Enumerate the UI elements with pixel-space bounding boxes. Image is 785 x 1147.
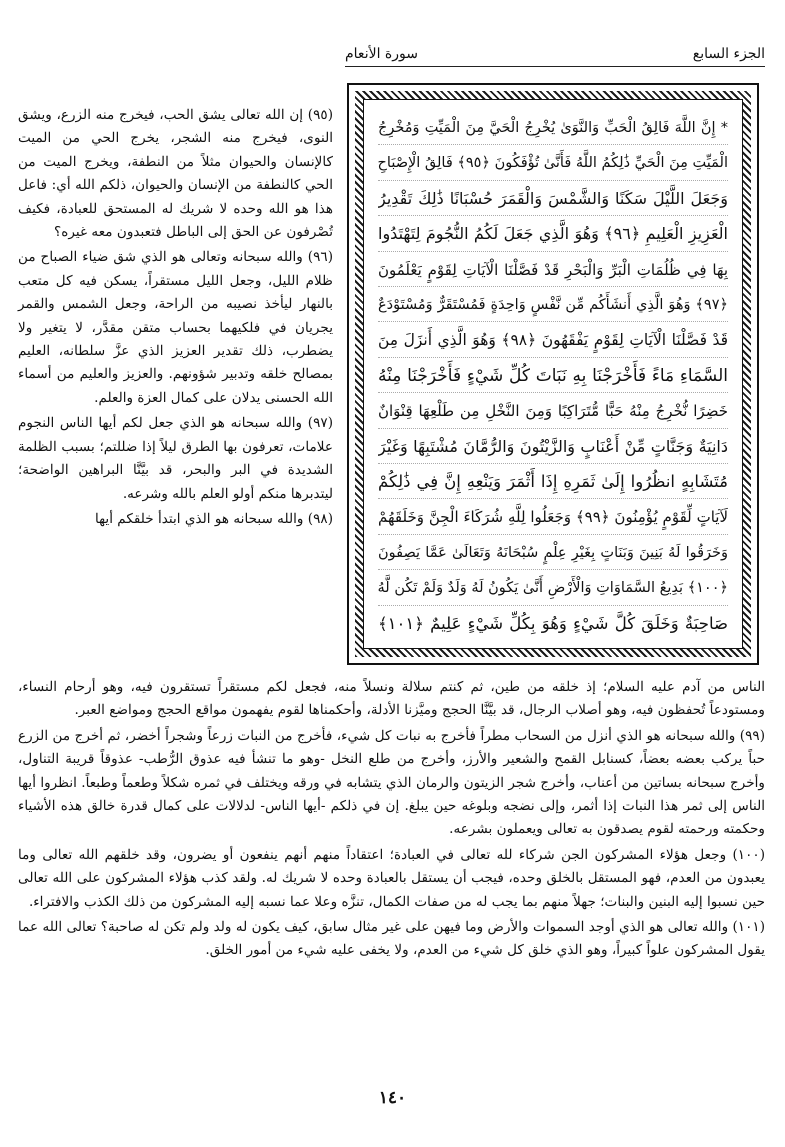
juz-label: الجزء السابع — [692, 46, 765, 62]
quran-frame — [347, 83, 759, 665]
tafsir-paragraph: (٩٨) والله سبحانه هو الذي ابتدأ خلقكم أيها — [95, 510, 333, 527]
page-number: ١٤٠ — [378, 1088, 407, 1108]
header-divider — [345, 66, 765, 67]
quran-line: خَضِرًا نُّخْرِجُ مِنْهُ حَبًّا مُّتَرَاكِبًا وَمِنَ النَّخْلِ مِن طَلْعِهَا قِنْوَانٌ — [378, 393, 728, 428]
quran-line: الْعَزِيزِ الْعَلِيمِ ﴿٩٦﴾ وَهُوَ الَّذِي جَعَلَ لَكُمُ النُّجُومَ لِتَهْتَدُوا — [378, 216, 728, 251]
tafsir-paragraph: الناس من آدم عليه السلام؛ إذ خلقه من طين، ثم كنتم سلالة ونسلاً منه، فجعل لكم مستقراً تستقرون فيه، وهو أرحام النساء، ومستودعاً تُحفظون فيه، وهو أصلاب الرجال، قد بيَّنَّا الحجج وميَّزنا الأدلة، وأحكمناها لقوم يفهمون مواقع الحجج ومواضع العبر. — [18, 679, 765, 719]
running-head — [345, 36, 765, 62]
ornamental-border — [355, 91, 751, 657]
surah-label: سورة الأنعام — [345, 46, 418, 62]
quran-line: قَدْ فَصَّلْنَا الْآيَاتِ لِقَوْمٍ يَفْقَهُونَ ﴿٩٨﴾ وَهُوَ الَّذِي أَنزَلَ مِنَ — [378, 322, 728, 357]
tafsir-full-width — [18, 676, 765, 963]
quran-line: صَاحِبَةٌ وَخَلَقَ كُلَّ شَيْءٍ وَهُوَ بِكُلِّ شَيْءٍ عَلِيمٌ ﴿١٠١﴾ — [378, 613, 728, 633]
tafsir-paragraph: (١٠٠) وجعل هؤلاء المشركون الجن شركاء لله تعالى في العبادة؛ اعتقاداً منهم أنهم ينفعون أو يضرون، وقد خلقهم الله تعالى وما يعبدون من العدم، فهو المستقل بالخلق وحده، فيجب أن يستقل بالعبادة وحده لا شريك له. ولقد كذب هؤلاء المشركون على الله تعالى حين نسبوا إليه البنين والبنات؛ جهلاً منهم بما يجب له من صفات الكمال، تنزَّه وعلا عما نسبه إليه المشركون من ذلك الكذب والافتراء. — [18, 846, 765, 910]
tafsir-paragraph: (٩٩) والله سبحانه هو الذي أنزل من السحاب مطراً فأخرج به نبات كل شيء، فأخرج من النبات زرعاً وشجراً أخضر، ثم أخرج من الزرع حباً يركب بعضه بعضاً، كسنابل القمح والشعير والأرز، وأخرج من طلع النخل -وهو ما تنشأ فيه عذوق الرُّطب- عذوقاً قريبة التناول، وأخرج سبحانه بساتين من أعناب، وأخرج شجر الزيتون والرمان الذي يتشابه في ورقه ويختلف في ثمره شكلاً وطعماً وطبعاً. انظروا أيها الناس إلى ثمر هذا النبات إذا أثمر، وإلى نضجه وبلوغه حين يبلغ. إن في ذلكم -أيها الناس- لدلالات على كمال قدرة خالق هذه الأشياء وحكمته ورحمته لقوم يصدقون به تعالى ويعملون بشرعه. — [18, 727, 765, 838]
quran-line: لَآيَاتٍ لِّقَوْمٍ يُؤْمِنُونَ ﴿٩٩﴾ وَجَعَلُوا لِلَّهِ شُرَكَاءَ الْجِنَّ وَخَلَقَهُمْ — [378, 499, 728, 534]
quran-text-block — [363, 99, 743, 649]
tafsir-paragraph: (٩٥) إن الله تعالى يشق الحب، فيخرج منه الزرع، ويشق النوى، فيخرج منه الشجر، يخرج الحي من الميت كالإنسان والحيوان مثلاً من النطفة، ويخرج الميت من الحي كالنطفة من الإنسان والحيوان، ذلكم الله أي: فاعل هذا هو الله وحده لا شريك له المستحق للعبادة، فكيف تُصْرفون عن الحق إلى الباطل فتعبدون معه غيره؟ — [18, 107, 333, 241]
quran-line: * إِنَّ اللَّهَ فَالِقُ الْحَبِّ وَالنَّوَىٰ يُخْرِجُ الْحَيَّ مِنَ الْمَيِّتِ وَمُخْرِجُ — [378, 110, 728, 145]
quran-line: مُتَشَابِهٍ انظُرُوا إِلَىٰ ثَمَرِهِ إِذَا أَثْمَرَ وَيَنْعِهِ إِنَّ فِي ذَٰلِكُمْ — [378, 464, 728, 499]
tafsir-paragraph: (١٠١) والله تعالى هو الذي أوجد السموات والأرض وما فيهن على غير مثال سابق، كيف يكون له ولد ولم تكن له صاحبة؟ تعالى الله عما يقول المشركون علواً كبيراً، وهو الذي خلق كل شيء من العدم، ولا يخفى عليه شيء من أمور الخلق. — [18, 919, 765, 959]
quran-line: الْمَيِّتِ مِنَ الْحَيِّ ذَٰلِكُمُ اللَّهُ فَأَنَّىٰ تُؤْفَكُونَ ﴿٩٥﴾ فَالِقُ الْإِصْبَاحِ — [378, 145, 728, 180]
tafsir-side-column — [18, 104, 333, 531]
quran-line: وَخَرَقُوا لَهُ بَنِينَ وَبَنَاتٍ بِغَيْرِ عِلْمٍ سُبْحَانَهُ وَتَعَالَىٰ عَمَّا يَصِفُونَ — [378, 535, 728, 570]
quran-line: دَانِيَةٌ وَجَنَّاتٍ مِّنْ أَعْنَابٍ وَالزَّيْتُونَ وَالرُّمَّانَ مُشْتَبِهًا وَغَيْرَ — [378, 429, 728, 464]
quran-line: بِهَا فِي ظُلُمَاتِ الْبَرِّ وَالْبَحْرِ قَدْ فَصَّلْنَا الْآيَاتِ لِقَوْمٍ يَعْلَمُونَ — [378, 252, 728, 287]
quran-line: السَّمَاءِ مَاءً فَأَخْرَجْنَا بِهِ نَبَاتَ كُلِّ شَيْءٍ فَأَخْرَجْنَا مِنْهُ — [378, 358, 728, 393]
quran-line: وَجَعَلَ اللَّيْلَ سَكَنًا وَالشَّمْسَ وَالْقَمَرَ حُسْبَانًا ذَٰلِكَ تَقْدِيرُ — [378, 181, 728, 216]
tafsir-paragraph: (٩٧) والله سبحانه هو الذي جعل لكم أيها الناس النجوم علامات، تعرفون بها الطرق ليلاً إذا ضللتم؛ بسبب الظلمة الشديدة في البر والبحر، قد بيَّنَّا البراهين الواضحة؛ ليتدبرها منكم أولو العلم بالله وشرعه. — [18, 415, 333, 502]
quran-line: ﴿١٠٠﴾ بَدِيعُ السَّمَاوَاتِ وَالْأَرْضِ أَنَّىٰ يَكُونُ لَهُ وَلَدٌ وَلَمْ تَكُن لَّهُ — [378, 570, 728, 605]
quran-line: ﴿٩٧﴾ وَهُوَ الَّذِي أَنشَأَكُم مِّن نَّفْسٍ وَاحِدَةٍ فَمُسْتَقَرٌّ وَمُسْتَوْدَعٌ — [378, 287, 728, 322]
tafsir-paragraph: (٩٦) والله سبحانه وتعالى هو الذي شق ضياء الصباح من ظلام الليل، وجعل الليل مستقراً، يسكن فيه كل متعب بالنهار ليأخذ نصيبه من الراحة، وجعل الشمس والقمر يجريان في فلكيهما بحساب متقن مقدَّر، لا يتغير ولا يضطرب، ذلك تقدير العزيز الذي عزَّ سلطانه، العليم بمصالح خلقه وتدبير شؤونهم. والعزيز والعليم من أسماء الله الحسنى يدلان على كمال العزة والعلم. — [18, 249, 333, 406]
